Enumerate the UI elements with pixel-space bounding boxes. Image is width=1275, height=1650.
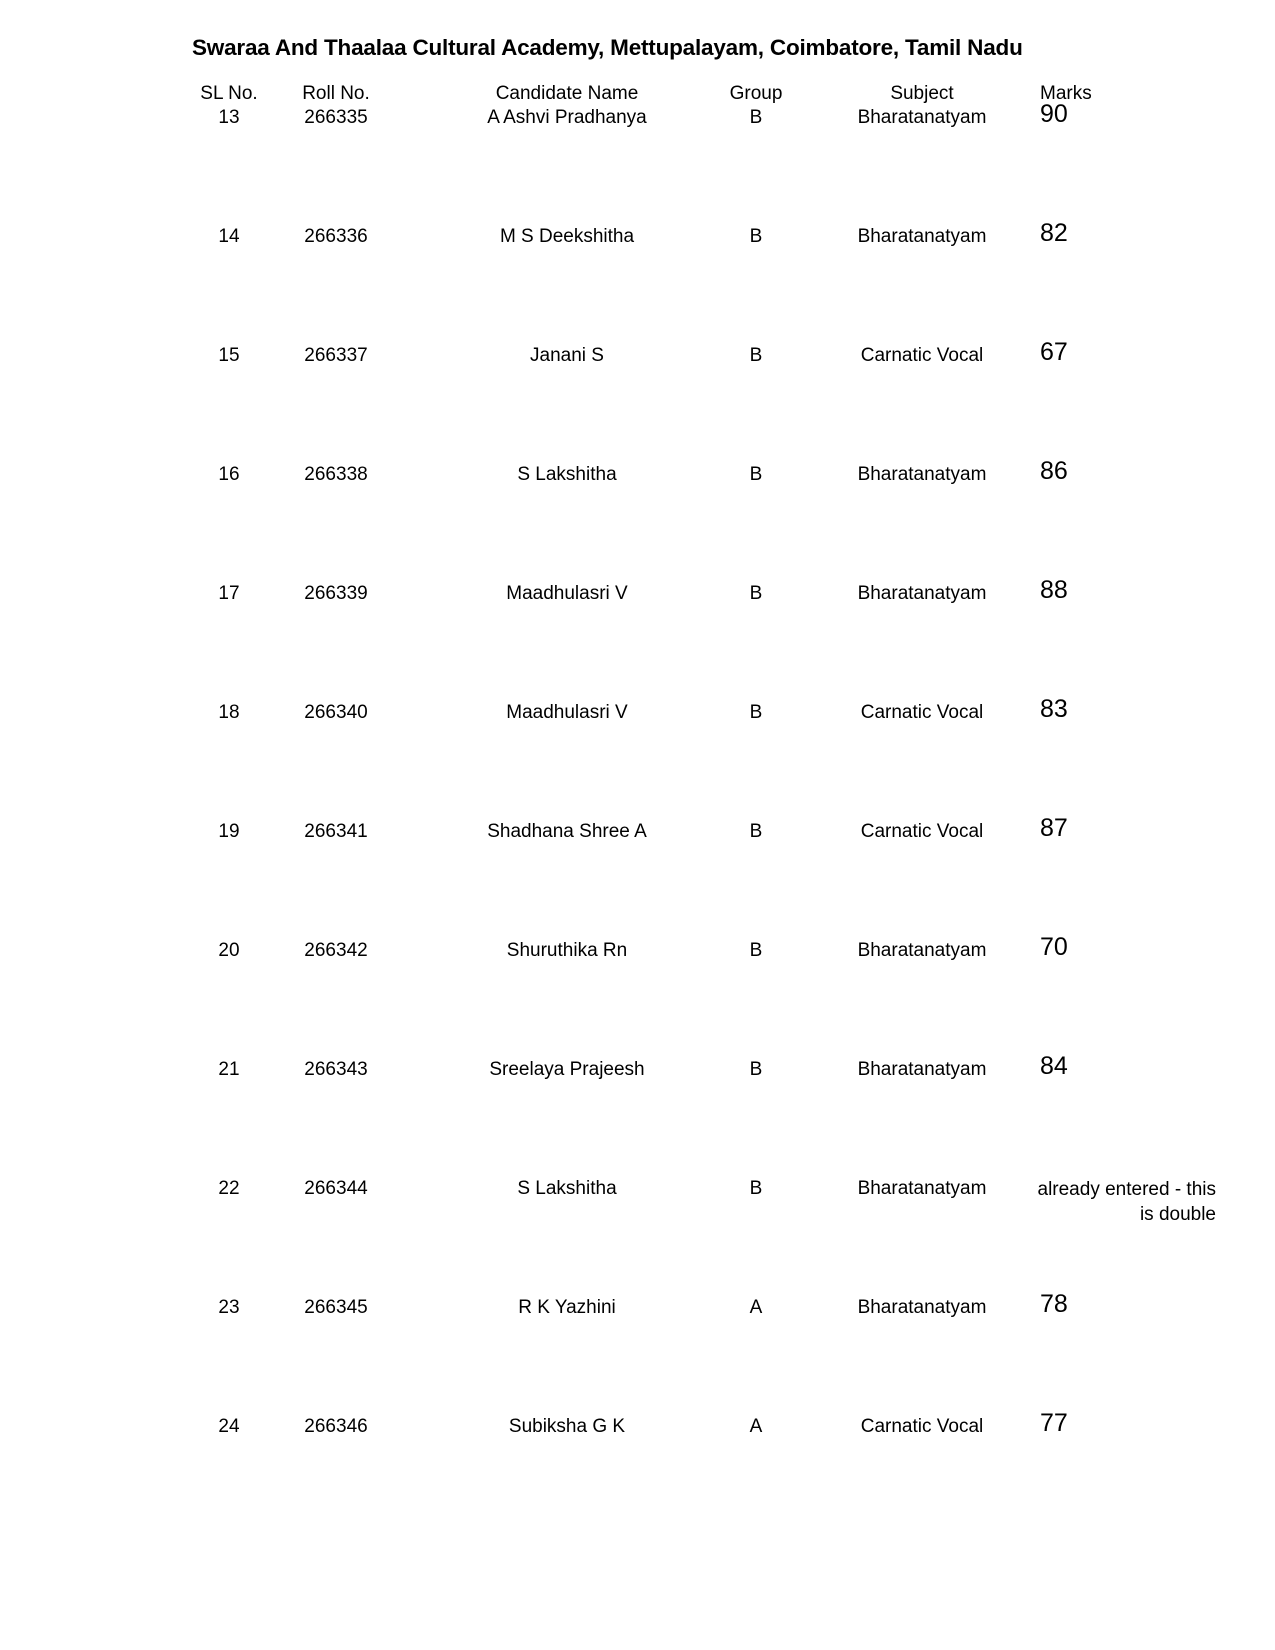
- cell-sl-no: 14: [218, 226, 240, 247]
- cell-candidate-name: S Lakshitha: [517, 464, 617, 485]
- cell-group: B: [749, 583, 763, 604]
- cell-roll-no: 266341: [304, 821, 368, 842]
- cell-roll-no: 266339: [304, 583, 368, 604]
- cell-group: B: [749, 107, 763, 128]
- cell-group: B: [749, 226, 763, 247]
- cell-subject: Carnatic Vocal: [860, 345, 984, 366]
- cell-marks: 82: [1040, 219, 1068, 247]
- cell-roll-no: 266342: [304, 940, 368, 961]
- cell-marks: 77: [1040, 1409, 1068, 1437]
- table-row: [180, 1409, 1220, 1534]
- cell-subject: Carnatic Vocal: [860, 821, 984, 842]
- cell-sl-no: 24: [218, 1416, 240, 1437]
- cell-candidate-name: Sreelaya Prajeesh: [489, 1059, 645, 1080]
- page-title: Swaraa And Thaalaa Cultural Academy, Mettupalayam, Coimbatore, Tamil Nadu: [192, 35, 1023, 60]
- cell-group: A: [749, 1416, 763, 1437]
- cell-group: B: [749, 702, 763, 723]
- cell-subject: Carnatic Vocal: [860, 1416, 984, 1437]
- cell-candidate-name: Subiksha G K: [508, 1416, 626, 1437]
- cell-group: B: [749, 345, 763, 366]
- cell-marks: already entered - this is double: [1037, 1179, 1216, 1225]
- cell-sl-no: 23: [218, 1297, 240, 1318]
- cell-candidate-name: S Lakshitha: [517, 1178, 617, 1199]
- cell-subject: Bharatanatyam: [857, 583, 987, 604]
- table-row: [180, 695, 1220, 820]
- table-row: [180, 1290, 1220, 1415]
- cell-group: B: [749, 821, 763, 842]
- cell-roll-no: 266345: [304, 1297, 368, 1318]
- table-row: [180, 457, 1220, 582]
- cell-sl-no: 16: [218, 464, 240, 485]
- column-header-candidate-name: Candidate Name: [495, 83, 639, 104]
- cell-candidate-name: Shuruthika Rn: [506, 940, 628, 961]
- cell-subject: Bharatanatyam: [857, 226, 987, 247]
- table-row: [180, 219, 1220, 344]
- cell-marks: 78: [1040, 1290, 1068, 1318]
- table-row: [180, 814, 1220, 939]
- cell-marks: 87: [1040, 814, 1068, 842]
- cell-marks: 84: [1040, 1052, 1068, 1080]
- column-header-sl-no: SL No.: [200, 83, 258, 104]
- cell-roll-no: 266338: [304, 464, 368, 485]
- cell-roll-no: 266335: [304, 107, 368, 128]
- cell-sl-no: 17: [218, 583, 240, 604]
- cell-subject: Bharatanatyam: [857, 1297, 987, 1318]
- table-row: [180, 933, 1220, 1058]
- cell-candidate-name: Maadhulasri V: [506, 702, 628, 723]
- cell-marks: 83: [1040, 695, 1068, 723]
- table-row: [180, 1052, 1220, 1177]
- cell-roll-no: 266336: [304, 226, 368, 247]
- cell-group: B: [749, 464, 763, 485]
- cell-group: A: [749, 1297, 763, 1318]
- column-header-roll-no: Roll No.: [302, 83, 370, 104]
- cell-candidate-name: A Ashvi Pradhanya: [487, 107, 647, 128]
- cell-sl-no: 15: [218, 345, 240, 366]
- cell-candidate-name: M S Deekshitha: [499, 226, 635, 247]
- cell-subject: Bharatanatyam: [857, 940, 987, 961]
- table-row: [180, 576, 1220, 701]
- cell-subject: Bharatanatyam: [857, 107, 987, 128]
- cell-sl-no: 22: [218, 1178, 240, 1199]
- cell-group: B: [749, 940, 763, 961]
- column-header-subject: Subject: [890, 83, 954, 104]
- cell-marks: 90: [1040, 100, 1068, 128]
- cell-candidate-name: Janani S: [530, 345, 604, 366]
- cell-sl-no: 19: [218, 821, 240, 842]
- cell-roll-no: 266344: [304, 1178, 368, 1199]
- cell-candidate-name: R K Yazhini: [518, 1297, 616, 1318]
- cell-sl-no: 13: [218, 107, 240, 128]
- table-body: [180, 100, 1220, 1534]
- table-row: [180, 100, 1220, 225]
- cell-candidate-name: Shadhana Shree A: [487, 821, 647, 842]
- cell-group: B: [749, 1178, 763, 1199]
- cell-candidate-name: Maadhulasri V: [506, 583, 628, 604]
- cell-subject: Bharatanatyam: [857, 1059, 987, 1080]
- table-row: [180, 338, 1220, 463]
- cell-sl-no: 18: [218, 702, 240, 723]
- cell-marks: 70: [1040, 933, 1068, 961]
- cell-marks: 67: [1040, 338, 1068, 366]
- table-row: [180, 1177, 1220, 1296]
- cell-roll-no: 266340: [304, 702, 368, 723]
- marks-table: [180, 82, 1220, 1534]
- cell-marks: 86: [1040, 457, 1068, 485]
- cell-subject: Bharatanatyam: [857, 1178, 987, 1199]
- cell-roll-no: 266343: [304, 1059, 368, 1080]
- cell-sl-no: 20: [218, 940, 240, 961]
- cell-marks: 88: [1040, 576, 1068, 604]
- cell-roll-no: 266337: [304, 345, 368, 366]
- cell-roll-no: 266346: [304, 1416, 368, 1437]
- column-header-marks: Marks: [1040, 83, 1092, 104]
- cell-group: B: [749, 1059, 763, 1080]
- cell-subject: Carnatic Vocal: [860, 702, 984, 723]
- cell-sl-no: 21: [218, 1059, 240, 1080]
- column-header-group: Group: [729, 83, 783, 104]
- cell-subject: Bharatanatyam: [857, 464, 987, 485]
